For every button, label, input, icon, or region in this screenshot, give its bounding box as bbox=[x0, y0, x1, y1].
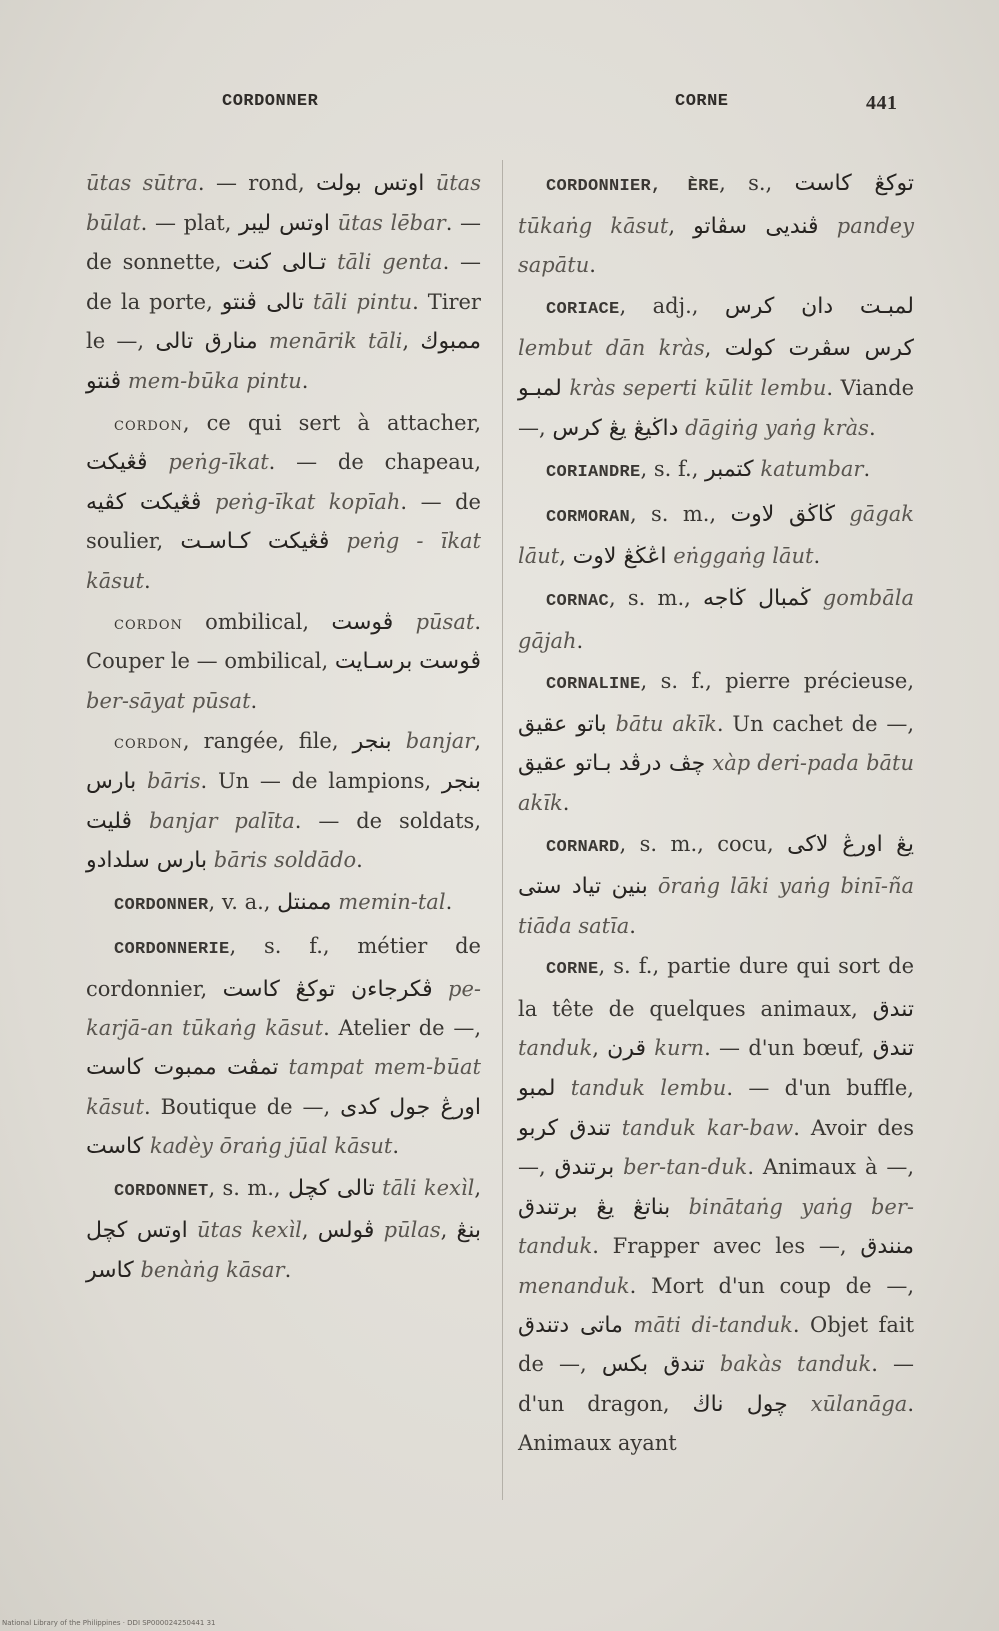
dictionary-entry: CORNALINE, s. f., pierre précieuse, باتو عقيق bātu akīk. Un cachet de —, چڤ درڤد بـاتو عقيق xàp deri-pada bātu akīk. bbox=[518, 669, 915, 815]
scan-footer: National Library of the Philippines · DDI SP000024250441 31 bbox=[2, 1619, 216, 1627]
left-column bbox=[86, 164, 481, 1293]
header-left-guide-word: CORDONNER bbox=[222, 92, 319, 111]
dictionary-entry: CORNE, s. f., partie dure qui sort de la tête de quelques animaux, تندق tanduk, قرن kurn. — d'un bœuf, تندق لمبو tanduk lembu. — d'un buffle, تندق كربو tanduk kar-baw. Avoir des —, برتندق ber-tan-duk. Animaux à —, بناتڠ يڠ برتندق binātaṅg yaṅg ber-tanduk. Frapper avec les —, منندق menanduk. Mort d'un coup de —, ماتى دتندق māti di-tanduk. Objet fait de —, بكس تندق bakàs tanduk. — d'un dragon, چول ناڬ xūlanāga. Animaux ayant bbox=[518, 954, 915, 1456]
running-header bbox=[0, 92, 999, 122]
dictionary-entry: CORIACE, adj., لمبـت دان كرس lembut dān kràs, كرس سڤرت كولت لمبـو kràs seperti kūlit lembu. Viande —, داڬيڠ يڠ كرس dāgiṅg yaṅg kràs. bbox=[518, 293, 914, 441]
dictionary-entry: CORDONNER, v. a., ممنتل memin-tal. bbox=[114, 889, 453, 915]
dictionary-entry: CORIANDRE, s. f., كتمبر katumbar. bbox=[546, 457, 871, 483]
dictionary-entry: cordon ombilical, ڤوست pūsat. Couper le — ombilical, برسـايت ڤوست ber-sāyat pūsat. bbox=[86, 609, 481, 713]
dictionary-entry: cordon, rangée, file, بنجر banjar, بارس bāris. Un — de lampions, بنجر ڤليت banjar palīta. — de soldats, بارس سلدادو bāris soldādo. bbox=[86, 729, 481, 874]
dictionary-entry: CORMORAN, s. m., ڬاڬق لاوت gāgak lāut, اڠڬڠ لاوت eṅggaṅg lāut. bbox=[518, 501, 915, 570]
dictionary-entry: CORDONNET, s. m., تالى كچل tāli kexìl, اوتس كچل ūtas kexìl, ڤولس pūlas, بنڠ كاسر benàṅg kāsar. bbox=[86, 1175, 481, 1284]
dictionary-entry: CORDONNERIE, s. f., métier de cordonnier, ڤكرجاءن توكڠ كاست pe-karjā-an tūkaṅg kāsut. Atelier de —, تمڤت ممبوت كاست tampat mem-būat kāsut. Boutique de —, كدى اورڠ جول كاست kadèy ōraṅg jūal kāsut. bbox=[86, 934, 482, 1160]
page-number: 441 bbox=[866, 92, 898, 114]
right-column bbox=[518, 164, 914, 1465]
dictionary-entry: CORDONNIER, ÈRE, s., توكڠ كاست tūkaṅg kāsut, ڤنديى سڤاتو pandey sapātu. bbox=[518, 171, 914, 278]
column-divider bbox=[502, 160, 503, 1500]
dictionary-entry: ūtas sūtra. — rond, اوتس بولت ūtas būlat. — plat, اوتس ليبر ūtas lēbar. — de sonnette, تـالى كنت tāli genta. — de la porte, تالى ڤنتو tāli pintu. Tirer le —, منارق تالى menārik tāli, ممبوك ڤنتو mem-būka pintu. bbox=[86, 171, 481, 394]
dictionary-entry: cordon, ce qui sert à attacher, ڤڠيكت peṅg-īkat. — de chapeau, ڤڠيكت كڤيه peṅg-īkat kopīah. — de soulier, ڤڠيكت كـاسـت peṅg - īkat kāsut. bbox=[86, 410, 481, 593]
dictionary-entry: CORNAC, s. m., ڬمبال ڬاجه gombāla gājah. bbox=[518, 585, 914, 653]
dictionary-entry: CORNARD, s. m., cocu, اورڠ لاكى يڠ بنين تياد ستى ōraṅg lāki yaṅg binī-ña tiāda satīa. bbox=[518, 831, 914, 938]
header-right-guide-word: CORNE bbox=[675, 92, 729, 111]
